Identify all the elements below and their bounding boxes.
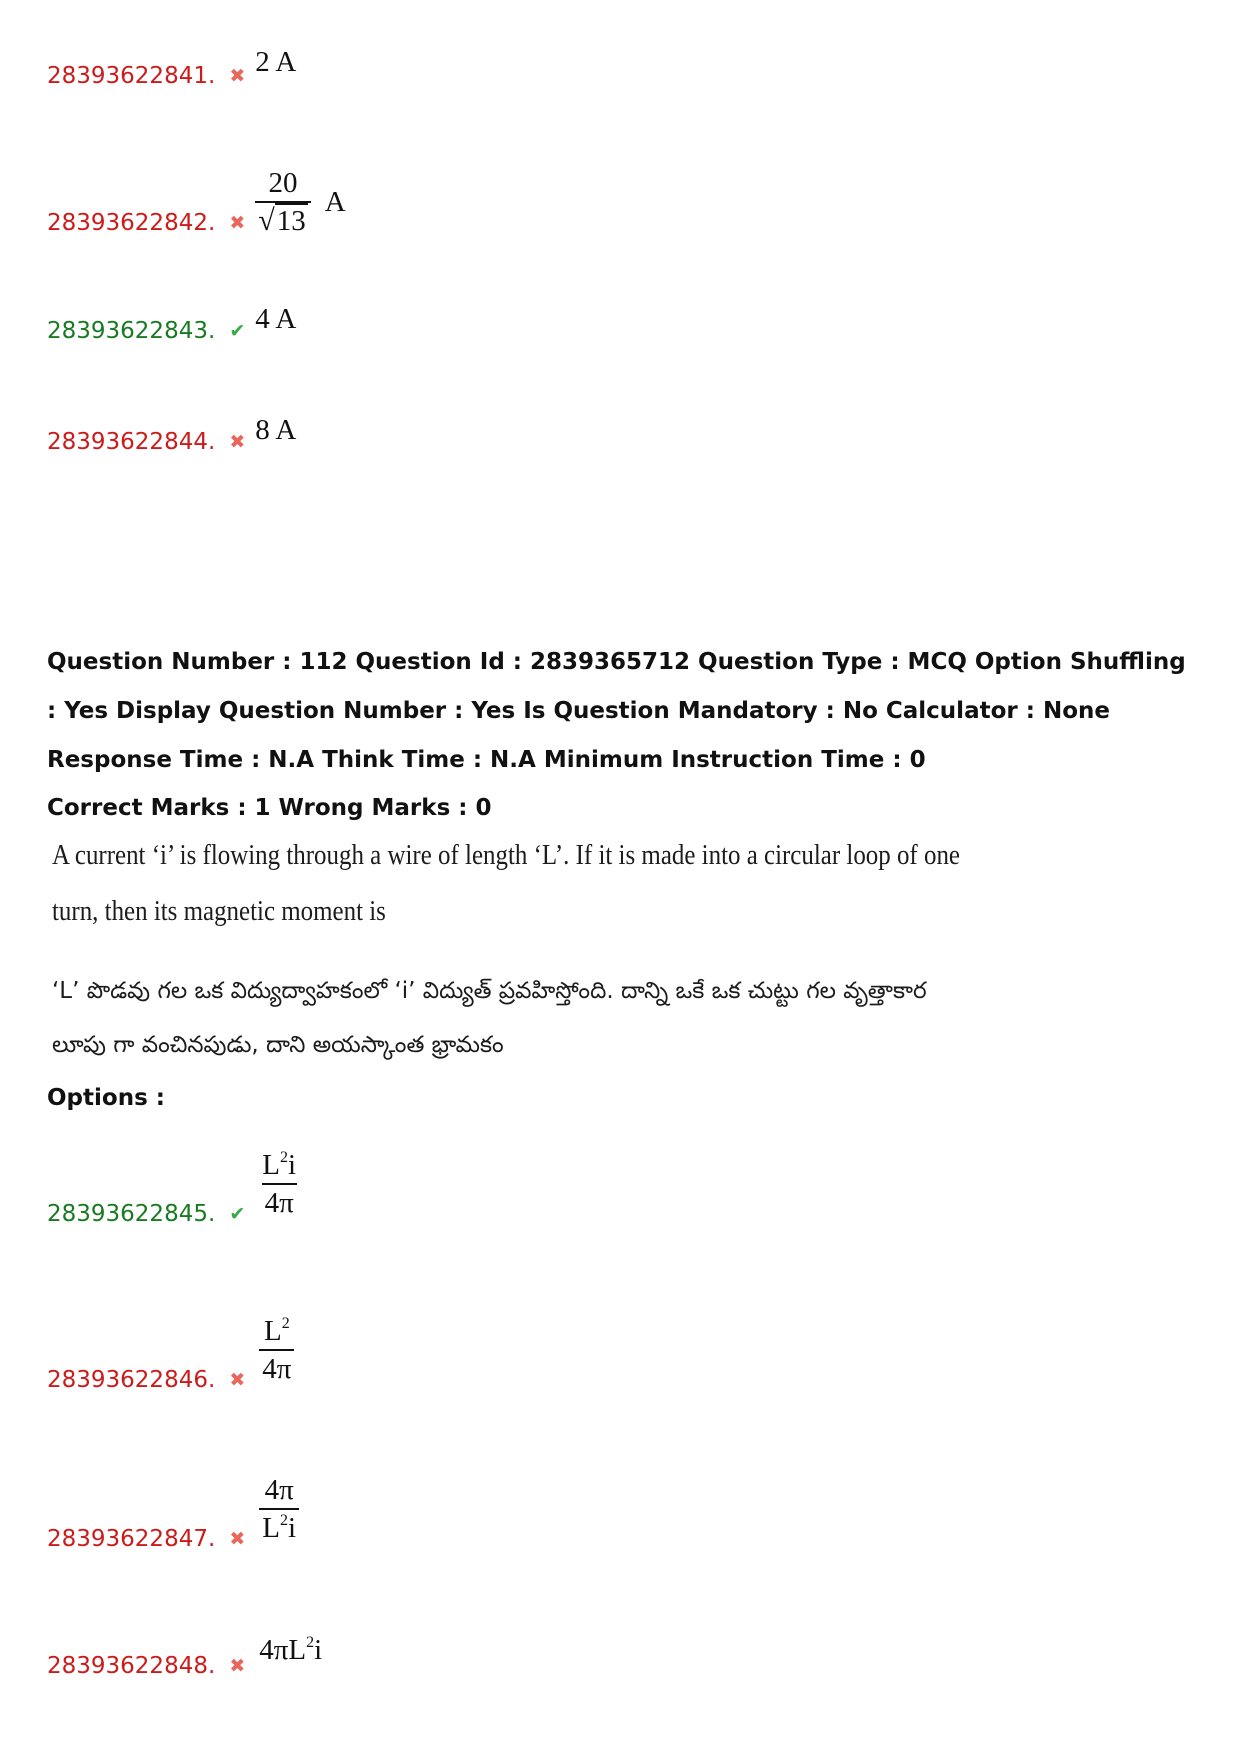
unit-label: A <box>324 186 346 218</box>
option-item <box>47 168 346 236</box>
option-answer <box>259 1316 294 1384</box>
option-item <box>47 1634 323 1679</box>
option-id: 28393622841. <box>47 63 216 89</box>
option-id: 28393622848. <box>47 1653 216 1679</box>
option-id: 28393622845. <box>47 1201 216 1227</box>
cross-icon: ✖ <box>229 212 246 234</box>
option-answer: $4\pi L^2i$ <box>259 1634 323 1666</box>
option-answer: 2 A <box>255 46 297 78</box>
option-item <box>47 1149 299 1227</box>
fraction-numerator: $L^2i$ <box>262 1149 297 1181</box>
sqrt-icon: √ <box>258 204 275 237</box>
option-item <box>47 414 297 455</box>
option-id: 28393622846. <box>47 1367 216 1393</box>
question-meta: Question Number : 112 Question Id : 2839365712 Question Type : MCQ Option Shuffling : Yes Display Question Number : Yes Is Question Mandatory : No Calculator : None Response Time : N.A Think Time : N.A Minimum Instruction Time : 0 <box>47 649 1186 773</box>
options-label: Options : <box>47 1085 165 1111</box>
option-id: 28393622843. <box>47 318 216 344</box>
fraction-numerator: 20 <box>268 167 298 199</box>
question-text-en-line2: turn, then its magnetic moment is <box>52 895 386 927</box>
check-icon: ✔ <box>229 1203 246 1225</box>
fraction-denominator: 4π <box>262 1183 297 1218</box>
cross-icon: ✖ <box>229 65 246 87</box>
question-text-te-line2: లూపు గా వంచినపుడు, దాని అయస్కాంత భ్రామకం <box>52 1032 504 1058</box>
option-answer: 4 A <box>255 303 297 335</box>
check-icon: ✔ <box>229 320 246 342</box>
fraction-denominator: √13 <box>255 201 310 236</box>
option-answer: 8 A <box>255 414 297 446</box>
option-id: 28393622847. <box>47 1526 216 1552</box>
option-id: 28393622842. <box>47 210 216 236</box>
question-text-te-line1: ‘L’ పొడవు గల ఒక విద్యుద్వాహకంలో ‘i’ విద్యుత్ ప్రవహిస్తోంది. దాన్ని ఒకే ఒక చుట్టు గల వృత్తాకార <box>52 978 927 1004</box>
cross-icon: ✖ <box>229 1528 246 1550</box>
cross-icon: ✖ <box>229 431 246 453</box>
option-id: 28393622844. <box>47 429 216 455</box>
question-text-en-line1: A current ‘i’ is flowing through a wire of length ‘L’. If it is made into a circular loop of one <box>52 839 960 871</box>
option-item <box>47 46 297 89</box>
option-answer <box>255 168 345 236</box>
option-answer <box>259 1150 299 1218</box>
marks-line: Correct Marks : 1 Wrong Marks : 0 <box>47 795 492 821</box>
option-item <box>47 1315 294 1393</box>
option-answer <box>259 1475 299 1543</box>
option-item <box>47 303 297 344</box>
cross-icon: ✖ <box>229 1655 246 1677</box>
option-item <box>47 1474 299 1552</box>
fraction-numerator: $L^2$ <box>264 1315 290 1347</box>
cross-icon: ✖ <box>229 1369 246 1391</box>
fraction-numerator: 4π <box>264 1474 294 1506</box>
fraction-denominator: 4π <box>259 1349 294 1384</box>
fraction-denominator: $L^2i$ <box>259 1508 299 1543</box>
